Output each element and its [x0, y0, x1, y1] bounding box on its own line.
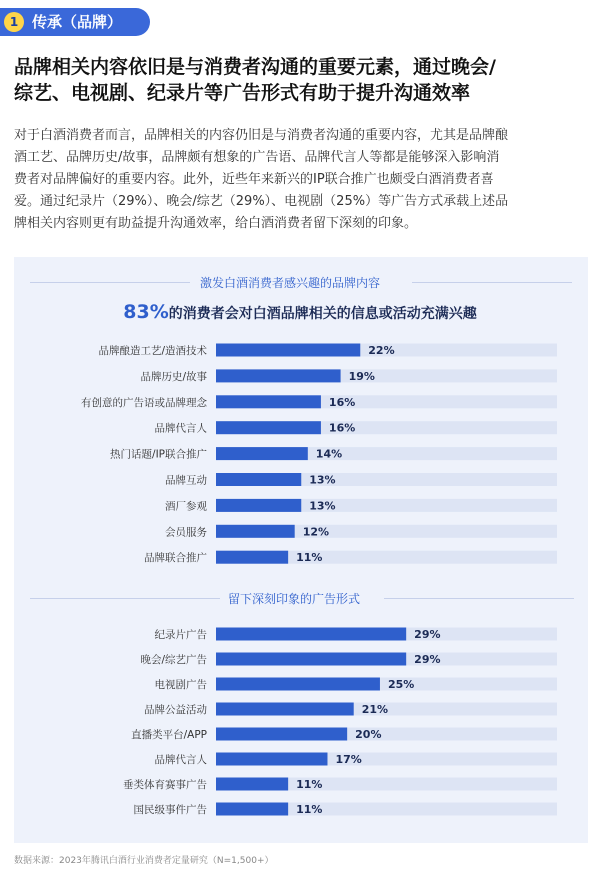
- value-label: 16%: [328, 421, 356, 435]
- bar: [216, 525, 295, 538]
- value-label: 11%: [296, 803, 323, 816]
- value-label: 29%: [414, 628, 441, 641]
- chart-title-ad-formats: 留下深刻印象的广告形式: [228, 592, 361, 606]
- value-label: 12%: [302, 525, 330, 539]
- category-label: 会员服务: [165, 526, 207, 539]
- category-label: 品牌代言人: [154, 754, 207, 766]
- category-label: 品牌联合推广: [144, 552, 207, 565]
- value-label: 13%: [309, 473, 336, 487]
- body-line: 牌相关内容则更有助益提升沟通效率，给白酒消费者留下深刻的印象。: [14, 216, 418, 231]
- value-label: 17%: [335, 753, 362, 766]
- headline-line: 品牌相关内容依旧是与消费者沟通的重要元素，通过晚会/: [14, 56, 496, 78]
- section-tag-label: 传承（品牌）: [32, 13, 123, 31]
- category-label: 酒厂参观: [165, 500, 207, 513]
- bar: [216, 628, 406, 641]
- bar: [216, 703, 354, 716]
- category-label: 直播类平台/APP: [131, 729, 207, 741]
- bar: [216, 678, 380, 691]
- value-label: 11%: [296, 778, 323, 791]
- value-label: 14%: [315, 447, 343, 461]
- category-label: 国民级事件广告: [133, 804, 207, 816]
- value-label: 16%: [328, 395, 356, 409]
- category-label: 纪录片广告: [154, 629, 207, 641]
- bar: [216, 473, 301, 486]
- bar: [216, 551, 288, 564]
- value-label: 19%: [348, 369, 375, 383]
- category-label: 晚会/综艺广告: [140, 654, 207, 666]
- body-line: 费者对品牌偏好的重要内容。此外，近些年来新兴的IP联合推广也颇受白酒消费者喜: [14, 172, 494, 187]
- category-label: 品牌代言人: [154, 422, 207, 435]
- category-label: 品牌历史/故事: [140, 370, 207, 383]
- body-line: 对于白酒消费者而言，品牌相关的内容仍旧是与消费者沟通的重要内容，尤其是品牌酿: [14, 128, 509, 143]
- bar: [216, 803, 288, 816]
- bar: [216, 653, 406, 666]
- value-label: 20%: [355, 728, 382, 741]
- category-label: 品牌酿造工艺/造酒技术: [98, 345, 207, 357]
- bar: [216, 728, 347, 741]
- value-label: 25%: [387, 678, 415, 691]
- category-label: 品牌公益活动: [144, 704, 207, 716]
- value-label: 22%: [368, 344, 395, 357]
- value-label: 11%: [296, 551, 323, 565]
- value-label: 29%: [414, 653, 441, 666]
- value-label: 21%: [361, 703, 389, 716]
- bar: [216, 395, 321, 408]
- chart-title-brand-content: 激发白酒消费者感兴趣的品牌内容: [200, 276, 381, 290]
- category-label: 热门话题/IP联合推广: [110, 448, 207, 461]
- bar: [216, 421, 321, 434]
- highlight-text: 的消费者会对白酒品牌相关的信息或活动充满兴趣: [168, 306, 477, 322]
- bar: [216, 369, 341, 382]
- category-label: 垂类体育赛事广告: [123, 779, 207, 791]
- body-line: 酒工艺、品牌历史/故事，品牌颇有想象的广告语、品牌代言人等都是能够深入影响消: [14, 150, 500, 165]
- bar: [216, 344, 360, 357]
- bar: [216, 499, 301, 512]
- bar: [216, 447, 308, 460]
- bar: [216, 778, 288, 791]
- data-source-note: 数据来源：2023年腾讯白酒行业消费者定量研究（N=1,500+）: [14, 856, 274, 866]
- category-label: 电视剧广告: [154, 679, 207, 691]
- category-label: 有创意的广告语或品牌理念: [81, 396, 207, 409]
- category-label: 品牌互动: [165, 474, 207, 487]
- bar: [216, 753, 327, 766]
- value-label: 13%: [309, 499, 336, 513]
- highlight-percent: 83%: [123, 301, 169, 323]
- headline-line: 综艺、电视剧、纪录片等广告形式有助于提升沟通效率: [14, 82, 471, 104]
- body-line: 爱。通过纪录片（29%）、晚会/综艺（29%）、电视剧（25%）等广告方式承载上述品: [14, 194, 509, 209]
- section-number-badge: 1: [4, 12, 24, 32]
